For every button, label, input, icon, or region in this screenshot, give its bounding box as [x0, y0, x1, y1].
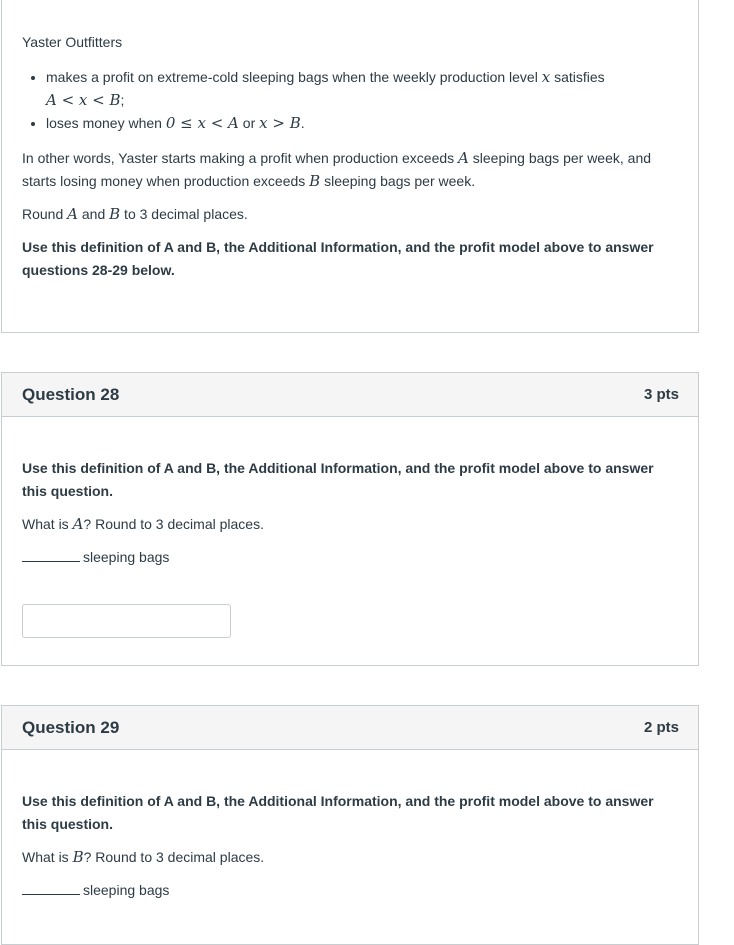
math: A	[72, 515, 84, 533]
math: B	[109, 205, 121, 223]
question-instruction: Use this definition of A and B, the Additional Information, and the profit model above to answer this question.	[22, 460, 654, 499]
answer-template	[22, 879, 678, 902]
list-item	[46, 66, 678, 112]
math: A	[67, 205, 78, 223]
text: sleeping bags per week, and starts losing money when production exceeds	[22, 150, 652, 189]
question-29	[1, 705, 699, 945]
text: What is	[22, 516, 73, 532]
math: B	[72, 848, 84, 866]
question-title: Question 28	[22, 384, 120, 404]
question-prompt	[22, 846, 678, 869]
question-points: 3 pts	[643, 386, 679, 403]
unit-label: sleeping bags	[83, 549, 170, 565]
blank-line	[22, 880, 80, 895]
answer-template	[22, 546, 678, 569]
rounding-note	[22, 203, 678, 226]
text: ? Round to 3 decimal places.	[83, 849, 265, 865]
question-header	[2, 706, 698, 750]
instruction: Use this definition of A and B, the Additional Information, and the profit model above to answer questions 28-29 below.	[22, 239, 654, 278]
conditions-list	[22, 66, 678, 135]
text: ? Round to 3 decimal places.	[83, 516, 264, 532]
text: and	[78, 206, 110, 222]
text: ;	[120, 92, 125, 108]
explanation	[22, 147, 678, 193]
question-instruction: Use this definition of A and B, the Additional Information, and the profit model above to answer this question.	[22, 793, 654, 832]
text: .	[300, 115, 305, 131]
question-points: 2 pts	[643, 719, 679, 736]
answer-input[interactable]	[22, 604, 231, 638]
text: In other words, Yaster starts making a profit when production exceeds	[22, 150, 459, 166]
math: 0 ≤ x < A	[165, 114, 239, 132]
question-28	[1, 372, 699, 666]
intro-panel	[1, 0, 699, 333]
unit-label: sleeping bags	[83, 882, 170, 898]
text: sleeping bags per week.	[320, 173, 476, 189]
text: to 3 decimal places.	[120, 206, 248, 222]
question-title: Question 29	[22, 717, 120, 737]
math: A < x < B	[46, 91, 121, 109]
text: makes a profit on extreme-cold sleeping bags when the weekly production level	[46, 69, 542, 85]
text: satisfies	[550, 69, 605, 85]
math: x	[541, 68, 551, 86]
list-item	[46, 112, 678, 135]
text: loses money when	[46, 115, 166, 131]
text: What is	[22, 849, 73, 865]
blank-line	[22, 547, 80, 562]
math: A	[458, 149, 469, 167]
question-prompt	[22, 513, 678, 536]
company-name: Yaster Outfitters	[22, 34, 123, 50]
math: B	[309, 172, 321, 190]
text: or	[238, 115, 260, 131]
text: Round	[22, 206, 68, 222]
question-header	[2, 373, 698, 417]
math: x > B	[259, 114, 301, 132]
